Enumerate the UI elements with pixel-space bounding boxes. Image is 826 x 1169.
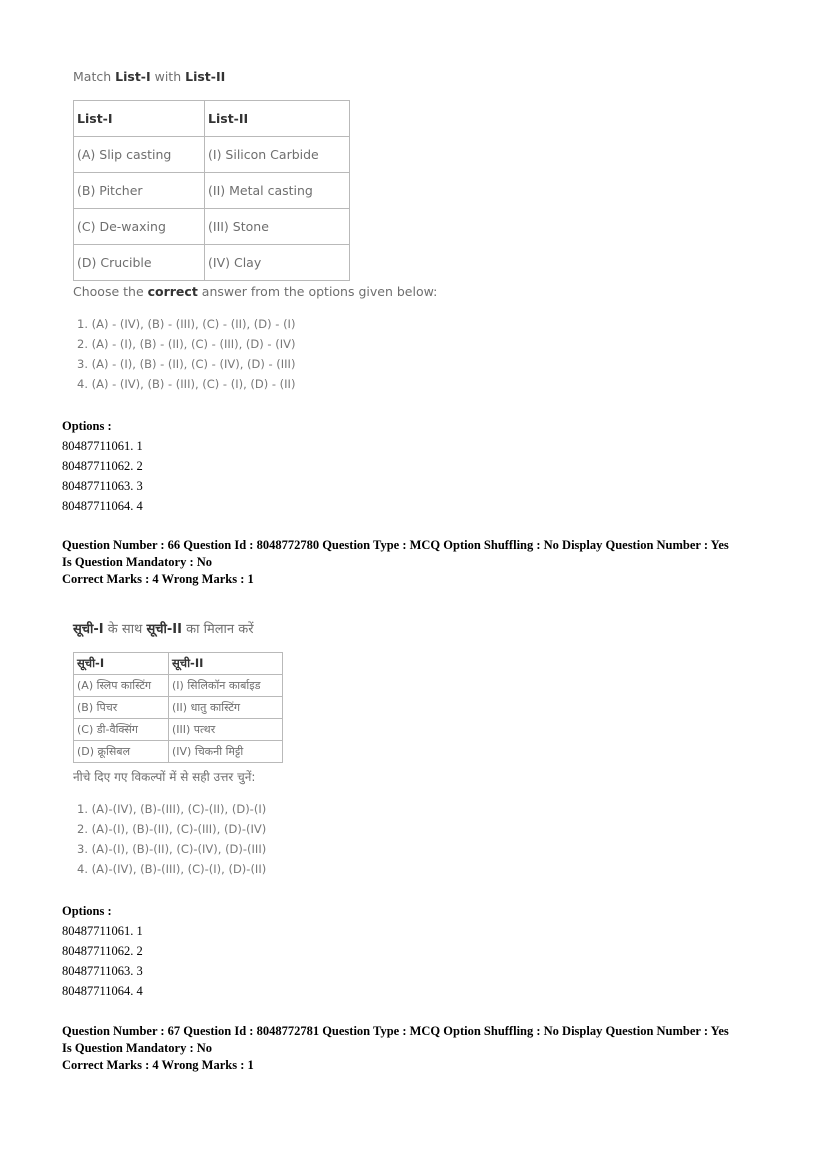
option-id: 80487711064. 4 [62,499,143,513]
answer-option: 4. (A)-(IV), (B)-(III), (C)-(I), (D)-(II) [77,862,267,876]
option-id: 80487711063. 3 [62,964,143,978]
table-cell: (C) De-waxing [74,209,205,245]
question-meta-line: Question Number : 66 Question Id : 8048772780 Question Type : MCQ Option Shuffling : No Display Question Number : Yes [62,538,729,552]
option-id: 80487711061. 1 [62,924,143,938]
table-cell: (II) Metal casting [205,173,350,209]
question-meta-line: Question Number : 67 Question Id : 8048772781 Question Type : MCQ Option Shuffling : No Display Question Number : Yes [62,1024,729,1038]
question-marks-line: Correct Marks : 4 Wrong Marks : 1 [62,1058,254,1072]
answer-option: 3. (A)-(I), (B)-(II), (C)-(IV), (D)-(III) [77,842,267,856]
option-id: 80487711063. 3 [62,479,143,493]
choose-prefix: Choose the [73,284,148,299]
table-row [74,697,283,719]
stem-prefix: Match [73,69,116,84]
table-row [74,245,350,281]
option-id: 80487711064. 4 [62,984,143,998]
table-row [74,137,350,173]
table-cell: (D) Crucible [74,245,205,281]
table-cell: (IV) चिकनी मिट्टी [169,741,283,763]
table-cell: (D) क्रूसिबल [74,741,169,763]
table-cell: (II) धातु कास्टिंग [169,697,283,719]
stem-list1: List-I [115,69,151,84]
option-id: 80487711061. 1 [62,439,143,453]
option-id: 80487711062. 2 [62,944,143,958]
table-header-cell: List-I [74,101,205,137]
question-65-options [62,416,143,516]
question-mandatory-line: Is Question Mandatory : No [62,555,213,569]
stem-with: with [150,69,186,84]
choose-suffix: answer from the options given below: [197,284,438,299]
table-cell: (B) Pitcher [74,173,205,209]
options-label: Options : [62,904,112,918]
table-header-cell: List-II [205,101,350,137]
stem-suffix: का मिलान करें [181,622,254,637]
answer-option: 1. (A) - (IV), (B) - (III), (C) - (II), (D) - (I) [77,317,296,331]
table-cell: (III) Stone [205,209,350,245]
question-66-image [62,614,362,884]
choose-instruction [73,284,437,299]
table-cell: (A) Slip casting [74,137,205,173]
choose-bold: correct [147,284,198,299]
question-65-image [62,64,462,404]
option-id: 80487711062. 2 [62,459,143,473]
table-row [74,209,350,245]
question-stem [73,619,254,637]
table-cell: (C) डी-वैक्सिंग [74,719,169,741]
table-row [74,675,283,697]
table-header-cell: सूची-I [74,653,169,675]
stem-with: के साथ [103,622,147,637]
answer-option: 4. (A) - (IV), (B) - (III), (C) - (I), (D) - (II) [77,377,296,391]
question-67-meta [62,1023,729,1074]
table-cell: (III) पत्थर [169,719,283,741]
stem-list2: List-II [185,69,226,84]
answer-options-list [77,799,266,879]
table-cell: (IV) Clay [205,245,350,281]
table-header-row [74,653,283,675]
table-row [74,173,350,209]
match-table [73,652,283,763]
table-row [74,741,283,763]
question-marks-line: Correct Marks : 4 Wrong Marks : 1 [62,572,254,586]
question-mandatory-line: Is Question Mandatory : No [62,1041,213,1055]
question-66-meta [62,537,729,588]
table-header-row [74,101,350,137]
table-row [74,719,283,741]
answer-option: 2. (A) - (I), (B) - (II), (C) - (III), (D) - (IV) [77,337,296,351]
table-cell: (B) पिचर [74,697,169,719]
match-table [73,100,350,281]
choose-instruction: नीचे दिए गए विकल्पों में से सही उत्तर चुनें: [73,770,256,784]
stem-list1: सूची-I [73,622,104,637]
answer-option: 2. (A)-(I), (B)-(II), (C)-(III), (D)-(IV) [77,822,267,836]
table-cell: (I) सिलिकॉन कार्बाइड [169,675,283,697]
answer-options-list [77,314,295,394]
answer-option: 1. (A)-(IV), (B)-(III), (C)-(II), (D)-(I) [77,802,267,816]
question-stem [73,69,225,84]
stem-list2: सूची-II [146,622,182,637]
options-label: Options : [62,419,112,433]
question-66-options [62,901,143,1001]
table-header-cell: सूची-II [169,653,283,675]
answer-option: 3. (A) - (I), (B) - (II), (C) - (IV), (D) - (III) [77,357,296,371]
table-cell: (I) Silicon Carbide [205,137,350,173]
table-cell: (A) स्लिप कास्टिंग [74,675,169,697]
